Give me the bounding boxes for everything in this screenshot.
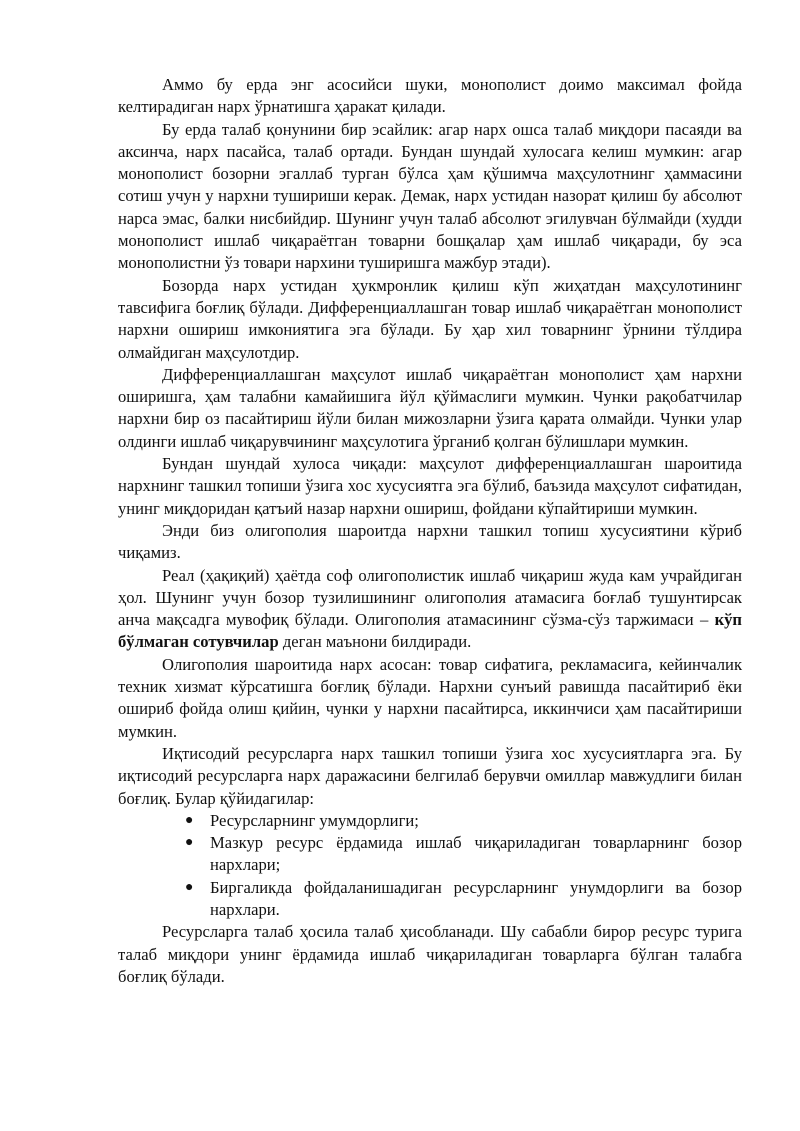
bullet-icon: ● xyxy=(185,812,194,828)
paragraph-2: Бу ерда талаб қонунини бир эсайлик: агар нарх ошса талаб миқдори пасаяди ва аксинча, нарх пасайса, талаб ортади. Бундан шундай хулосага келиш мумкин: агар монополист бозорни эгаллаб турган бўлса ҳам қўшимча маҳсулотнинг ҳаммасини сотиш учун у нархни тушириши керак. Демак, нарх устидан назорат қилиш бу абсолют нарса эмас, балки нисбийдир. Шунинг учун талаб абсолют эгилувчан бўлмайди (худди монополист ишлаб чиқараётган товарни бошқалар ҳам ишлаб чиқаради, бу эса монополистни ўз товари нархини туширишга мажбур этади). xyxy=(118,119,742,273)
paragraph-5: Бундан шундай хулоса чиқади: маҳсулот дифференциаллашган шароитида нархнинг ташкил топиши ўзига хос хусусиятга эга бўлиб, баъзида маҳсулот сифатидан, унинг миқдоридан қатъий назар нархни ошириш, фойдани кўпайтириши мумкин. xyxy=(118,454,742,518)
paragraph-final: Ресурсларга талаб ҳосила талаб ҳисобланади. Шу сабабли бирор ресурс турига талаб миқдори унинг ёрдамида ишлаб чиқариладиган товарларга бўлган талабга боғлиқ бўлади. xyxy=(118,922,742,986)
paragraph-6: Энди биз олигополия шароитда нархни ташкил топиш хусусиятини кўриб чиқамиз. xyxy=(118,520,742,563)
list-item-text: Ресурсларнинг умумдорлиги; xyxy=(210,810,419,830)
paragraph-1: Аммо бу ерда энг асосийси шуки, монополист доимо максимал фойда келтирадиган нарх ўрнатишга ҳаракат қилади. xyxy=(118,75,742,117)
factor-list xyxy=(118,810,742,921)
paragraph-4: Дифференциаллашган маҳсулот ишлаб чиқараётган монополист ҳам нархни оширишга, ҳам талабни камайишига йўл қўймаслиги мумкин. Чунки рақобатчилар нархни бир оз пасайтириш йўли билан мижозларни ўзига қарата олмайди. Чунки улар олдинги ишлаб чиқарувчининг маҳсулотига ўрганиб қолган бўлишлари мумкин. xyxy=(118,364,742,451)
paragraph-3: Бозорда нарх устидан ҳукмронлик қилиш кўп жиҳатдан маҳсулотининг тавсифига боғлиқ бўлади. Дифференциаллашган товар ишлаб чиқараётган монополист нархни ошириш имкониятига эга бўлади. Бу ҳар хил товарнинг ўрнини тўлдира олмайдиган маҳсулотдир. xyxy=(118,275,742,362)
list-item-text: Биргаликда фойдаланишадиган ресурсларнинг унумдорлиги ва бозор нархлари. xyxy=(210,877,742,919)
list-item xyxy=(185,810,742,832)
paragraph-resources: Иқтисодий ресурсларга нарх ташкил топиши ўзига хос хусусиятларга эга. Бу иқтисодий ресурсларга нарх даражасини белгилаб берувчи омиллар мавжудлиги билан боғлиқ. Булар қўйидагилар: xyxy=(118,743,742,808)
list-item-text: Мазкур ресурс ёрдамида ишлаб чиқариладиган товарларнинг бозор нархлари; xyxy=(210,833,742,875)
list-item xyxy=(185,832,742,877)
document-page xyxy=(118,74,742,988)
paragraph-oligopoly xyxy=(118,565,742,654)
paragraph-oligopoly-text-start: Реал (ҳақиқий) ҳаётда соф олигополистик ишлаб чиқариш жуда кам учрайдиган ҳол. Шунинг учун бозор тузилишининг олигополия атамасига боғлаб тушунтирсак анча мақсадга мувофиқ бўлади. Олигополия атамасининг сўзма-сўз таржимаси – xyxy=(118,565,742,630)
paragraph-pricing: Олигополия шароитида нарх асосан: товар сифатига, рекламасига, кейинчалик техник хизмат кўрсатишга боғлиқ бўлади. Нархни сунъий равишда пасайтириб ёки ошириб фойда олиш қийин, чунки у нархни пасайтирса, иккинчиси ҳам пасайтириши мумкин. xyxy=(118,654,742,741)
bullet-icon: ● xyxy=(185,879,194,895)
list-item xyxy=(185,877,742,922)
paragraph-oligopoly-bold-term: кўп бўлмаган сотувчилар xyxy=(118,610,742,652)
bullet-icon: ● xyxy=(185,835,194,851)
paragraph-oligopoly-text-end: деган маънони билдиради. xyxy=(278,632,472,652)
